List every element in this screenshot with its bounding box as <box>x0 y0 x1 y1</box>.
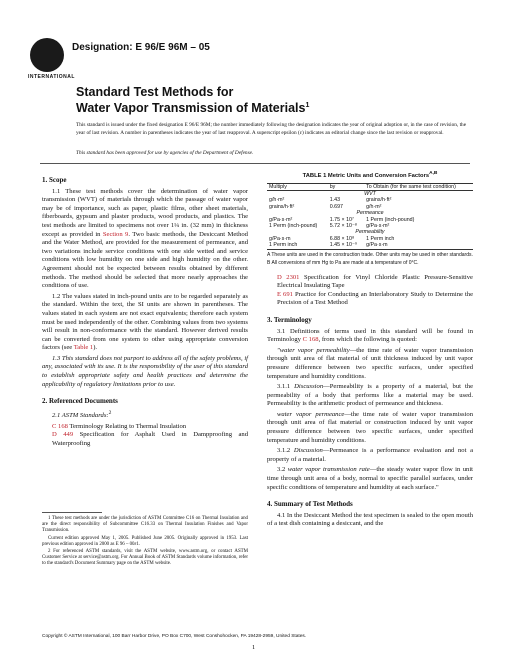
col-header: by <box>328 183 364 190</box>
scope-heading: 1. Scope <box>42 176 67 184</box>
title-line1: Standard Test Methods for <box>76 85 234 99</box>
conversion-table <box>267 183 473 250</box>
footnote-1: 1 These test methods are under the jurisdiction of ASTM Committee C16 on Thermal Insulation and are the direct responsibility of Subcommittee C16.33 on Thermal Insulation Finishes and Vapor Transmission. <box>42 516 248 534</box>
def-permeability: "water vapor permeability—the time rate of water vapor transmission through unit area of flat material of unit thickness induced by unit vapor pressure difference between two specific surfaces, under specified temperature and humidity conditions. <box>267 346 474 380</box>
table-title: TABLE 1 Metric Units and Conversion Factors$^{A,B}$ <box>302 171 438 179</box>
terminology-heading: 3. Terminology <box>267 315 312 324</box>
group-label: Permeability <box>355 229 385 236</box>
col-header: To Obtain (for the same test condition) <box>364 183 473 190</box>
col-header: Multiply <box>267 183 328 190</box>
table-note-a: A These units are used in the construction trade. Other units may be used in other standards. <box>267 251 473 258</box>
page-number: 1 <box>252 644 256 651</box>
para-3-1-2: 3.1.2 Discussion—Permeance is a performance evaluation and not a property of a material. <box>267 447 473 463</box>
para-1-2: 1.2 The values stated in inch-pound units are to be regarded separately as the standard. Within the text, the SI units are shown in parentheses. The values stated in each system are not exact equivalents; therefore each system must be used independently of the other. Combining values from two systems will result in non-conformance with the standard. However derived results can be converted from one system to other using appropriate conversion factors (see Table 1). <box>42 292 248 352</box>
footnotes <box>42 516 248 569</box>
group-label: Permeance <box>356 210 384 217</box>
def-permeance: water vapor permeance—the time rate of water vapor transmission through unit area of flat material or construction induced by unit vapor pressure difference between two specific surfaces, under specified temperature and humidity conditions. <box>267 410 473 444</box>
summary-heading: 4. Summary of Test Methods <box>267 500 353 509</box>
table-note-b: B All conversions of mm Hg to Pa are made at a temperature of 0°C. <box>267 259 419 266</box>
defense-note: This standard has been approved for use by agencies of the Department of Defense. <box>76 150 254 156</box>
para-4-1: 4.1 In the Desiccant Method the test specimen is sealed to the open mouth of a test dish containing a desiccant, and the <box>267 511 473 528</box>
page-title <box>76 86 476 115</box>
ref-d2301: D 2301 Specification for Vinyl Chloride Plastic Pressure-Sensitive Electrical Insulating Tape <box>277 273 473 290</box>
title-footnote-ref: 1 <box>305 102 310 109</box>
designation: Designation: E 96/E 96M – 05 <box>72 42 210 53</box>
ref-d449: D 449 Specification for Asphalt Used in Dampproofing and Waterproofing <box>52 431 248 447</box>
footnote-2: 2 For referenced ASTM standards, visit the ASTM website, www.astm.org, or contact ASTM Customer Service at service@astm.org. For Annual Book of ASTM Standards volume information, refer to the standard's Document Summary page on the ASTM website. <box>42 549 248 567</box>
right-column <box>267 170 473 531</box>
ref-c168-link[interactable]: C 168 <box>52 422 68 430</box>
footnote-1b: Current edition approved May 1, 2005. Published June 2005. Originally approved in 1953. Last previous edition approved in 2000 as E 96 – 00ε1. <box>42 535 248 547</box>
table1-link[interactable]: Table 1 <box>73 344 94 352</box>
para-3-1: 3.1 Definitions of terms used in this standard will be found in Terminology C 168, from which the following is quoted: <box>267 327 473 344</box>
issuance-note: This standard is issued under the fixed designation E 96/E 96M; the number immediately following the designation indicates the year of original adoption or, in the case of revision, the year of last revision. A number in parentheses indicates the year of last reapproval. A superscript epsilon (ε) indicates an editorial change since the last revision or reapproval. <box>76 122 467 136</box>
c168-link[interactable]: C 168 <box>302 336 319 344</box>
table-row: g/Pa·s·m 6.88 × 10⁸ 1 Perm inch <box>269 235 395 242</box>
copyright: Copyright © ASTM International, 100 Barr Harbor Drive, PO Box C700, West Conshohocken, PA 19428-2959, United States. <box>42 634 307 639</box>
ref-d449-link[interactable]: D 449 <box>52 431 74 439</box>
para-3-1-1: 3.1.1 Discussion—Permeability is a property of a material, but the permeability of a body that performs like a material may be used. Permeability is the arithmetic product of permeance and thickness. <box>267 383 473 408</box>
section9-link[interactable]: Section 9 <box>102 230 129 238</box>
table-row: 1 Perm inch 1.45 × 10⁻⁹ g/Pa·s·m <box>267 242 473 249</box>
divider <box>40 163 470 164</box>
ref-e691-link[interactable]: E 691 <box>277 290 293 298</box>
ref-e691: E 691 Practice for Conducting an Interlaboratory Study to Determine the Precision of a Test Method <box>277 290 473 307</box>
para-1-3: 1.3 This standard does not purport to address all of the safety problems, if any, associated with its use. It is the responsibility of the user of this standard to establish appropriate safety and health practices and determine the applicability of regulatory limitations prior to use. <box>42 354 248 388</box>
refs-heading: 2. Referenced Documents <box>42 397 118 406</box>
title-line2: Water Vapor Transmission of Materials <box>76 101 306 116</box>
ref-c168: C 168 Terminology Relating to Thermal Insulation <box>52 422 187 430</box>
left-column <box>42 168 248 448</box>
table-row: g/Pa·s·m² 1.75 × 10⁷ 1 Perm (inch-pound) <box>269 216 415 223</box>
table-row: g/h·m² 1.43 grains/h·ft² <box>269 197 392 204</box>
astm-logo <box>30 38 64 72</box>
ref-d2301-link[interactable]: D 2301 <box>277 273 300 281</box>
table-row: 1 Perm (inch-pound) 5.72 × 10⁻⁸ g/Pa·s·m² <box>269 222 390 229</box>
table-row: grains/h·ft² 0.697 g/h·m² <box>269 203 382 210</box>
refs-2-1: 2.1 ASTM Standards:$^2$ <box>52 409 112 420</box>
logo-caption: INTERNATIONAL <box>28 74 75 80</box>
group-label: WVT <box>364 190 376 197</box>
para-3-2: 3.2 water vapor transmission rate—the steady water vapor flow in unit time through unit area of a body, normal to specific parallel surfaces, under specific conditions of temperature and humidity at each surface." <box>267 466 474 491</box>
para-1-1: 1.1 These test methods cover the determination of water vapor transmission (WVT) of materials through which the passage of water vapor may be of importance, such as paper, plastic films, other sheet materials, fiberboards, gypsum and plaster products, wood products, and plastics. The test methods are limited to specimens not over 1¼ in. (32 mm) in thickness except as provided in Section 9. Two basic methods, the Desiccant Method and the Water Method, are provided for the measurement of permeance, and two variations include service conditions with one side wetted and service conditions with low humidity on one side and high humidity on the other. Agreement should not be expected between results obtained by different methods. The method should be selected that more nearly approaches the conditions of use. <box>42 187 248 290</box>
footnote-divider <box>42 512 102 513</box>
